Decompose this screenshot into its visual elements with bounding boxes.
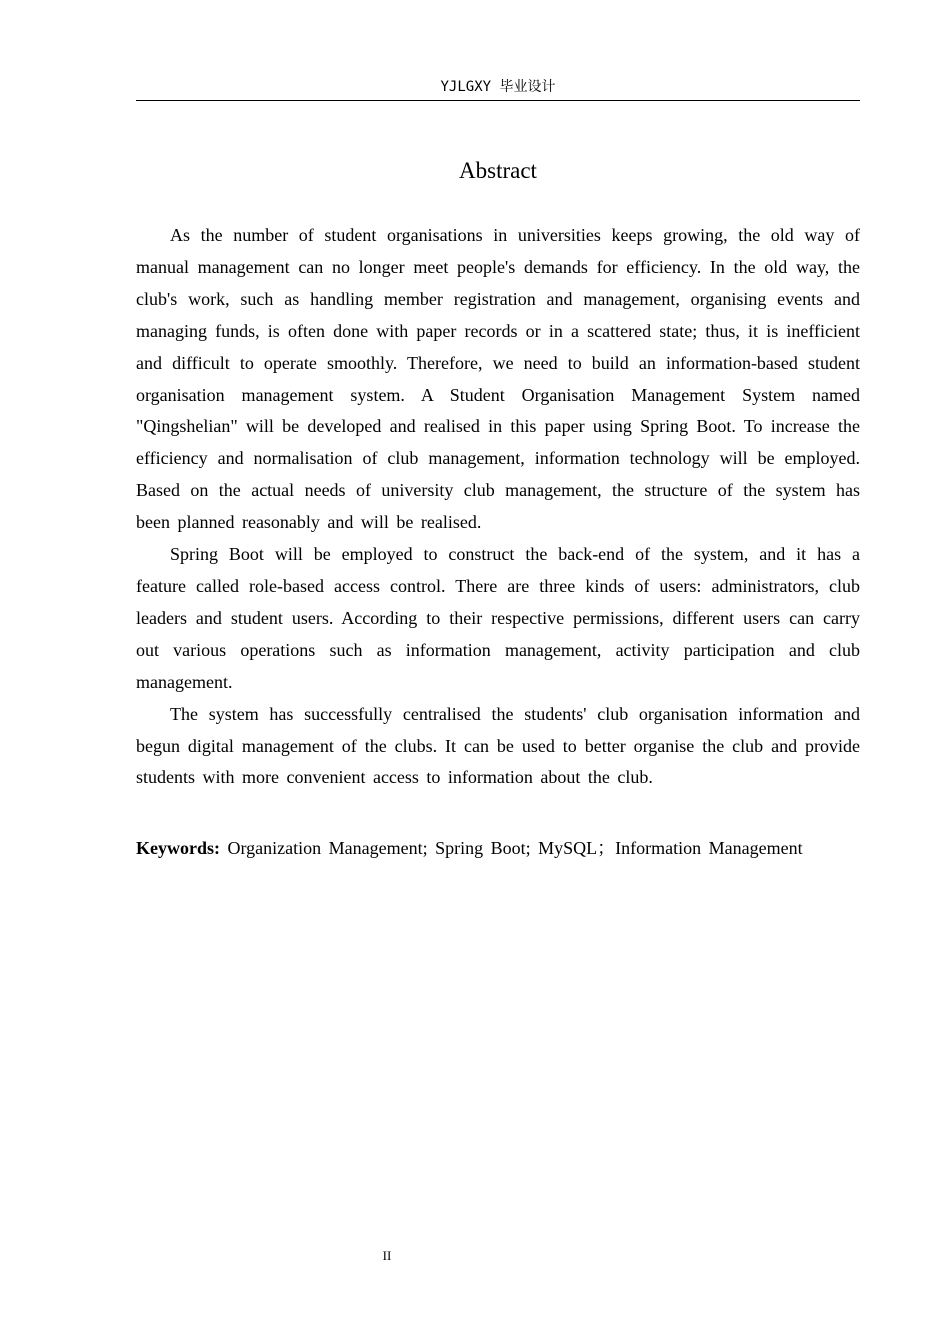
abstract-body bbox=[136, 220, 860, 794]
header-rule bbox=[136, 100, 860, 101]
abstract-title: Abstract bbox=[459, 158, 537, 183]
keywords-text: Organization Management; Spring Boot; MySQL；Information Management bbox=[227, 838, 803, 858]
keywords-line bbox=[136, 833, 860, 865]
abstract-paragraph-1: As the number of student organisations in universities keeps growing, the old way of manual management can no longer meet people's demands for efficiency. In the old way, the club's work, such as handling member registration and management, organising events and managing funds, is often done with paper records or in a scattered state; thus, it is inefficient and difficult to operate smoothly. Therefore, we need to build an information-based student organisation management system. A Student Organisation Management System named "Qingshelian" will be developed and realised in this paper using Spring Boot. To increase the efficiency and normalisation of club management, information technology will be employed. Based on the actual needs of university club management, the structure of the system has been planned reasonably and will be realised. bbox=[136, 225, 860, 533]
keywords-label: Keywords: bbox=[136, 838, 220, 858]
abstract-paragraph-3: The system has successfully centralised the students' club organisation information and begun digital management of the clubs. It can be used to better organise the club and provide students with more convenient access to information about the club. bbox=[136, 703, 860, 788]
abstract-paragraph-2: Spring Boot will be employed to construct the back-end of the system, and it has a feature called role-based access control. There are three kinds of users: administrators, club leaders and student users. According to their respective permissions, different users can carry out various operations such as information management, activity participation and club management. bbox=[136, 544, 860, 692]
page-number: II bbox=[382, 1248, 392, 1263]
running-header: YJLGXY 毕业设计 bbox=[440, 79, 556, 95]
